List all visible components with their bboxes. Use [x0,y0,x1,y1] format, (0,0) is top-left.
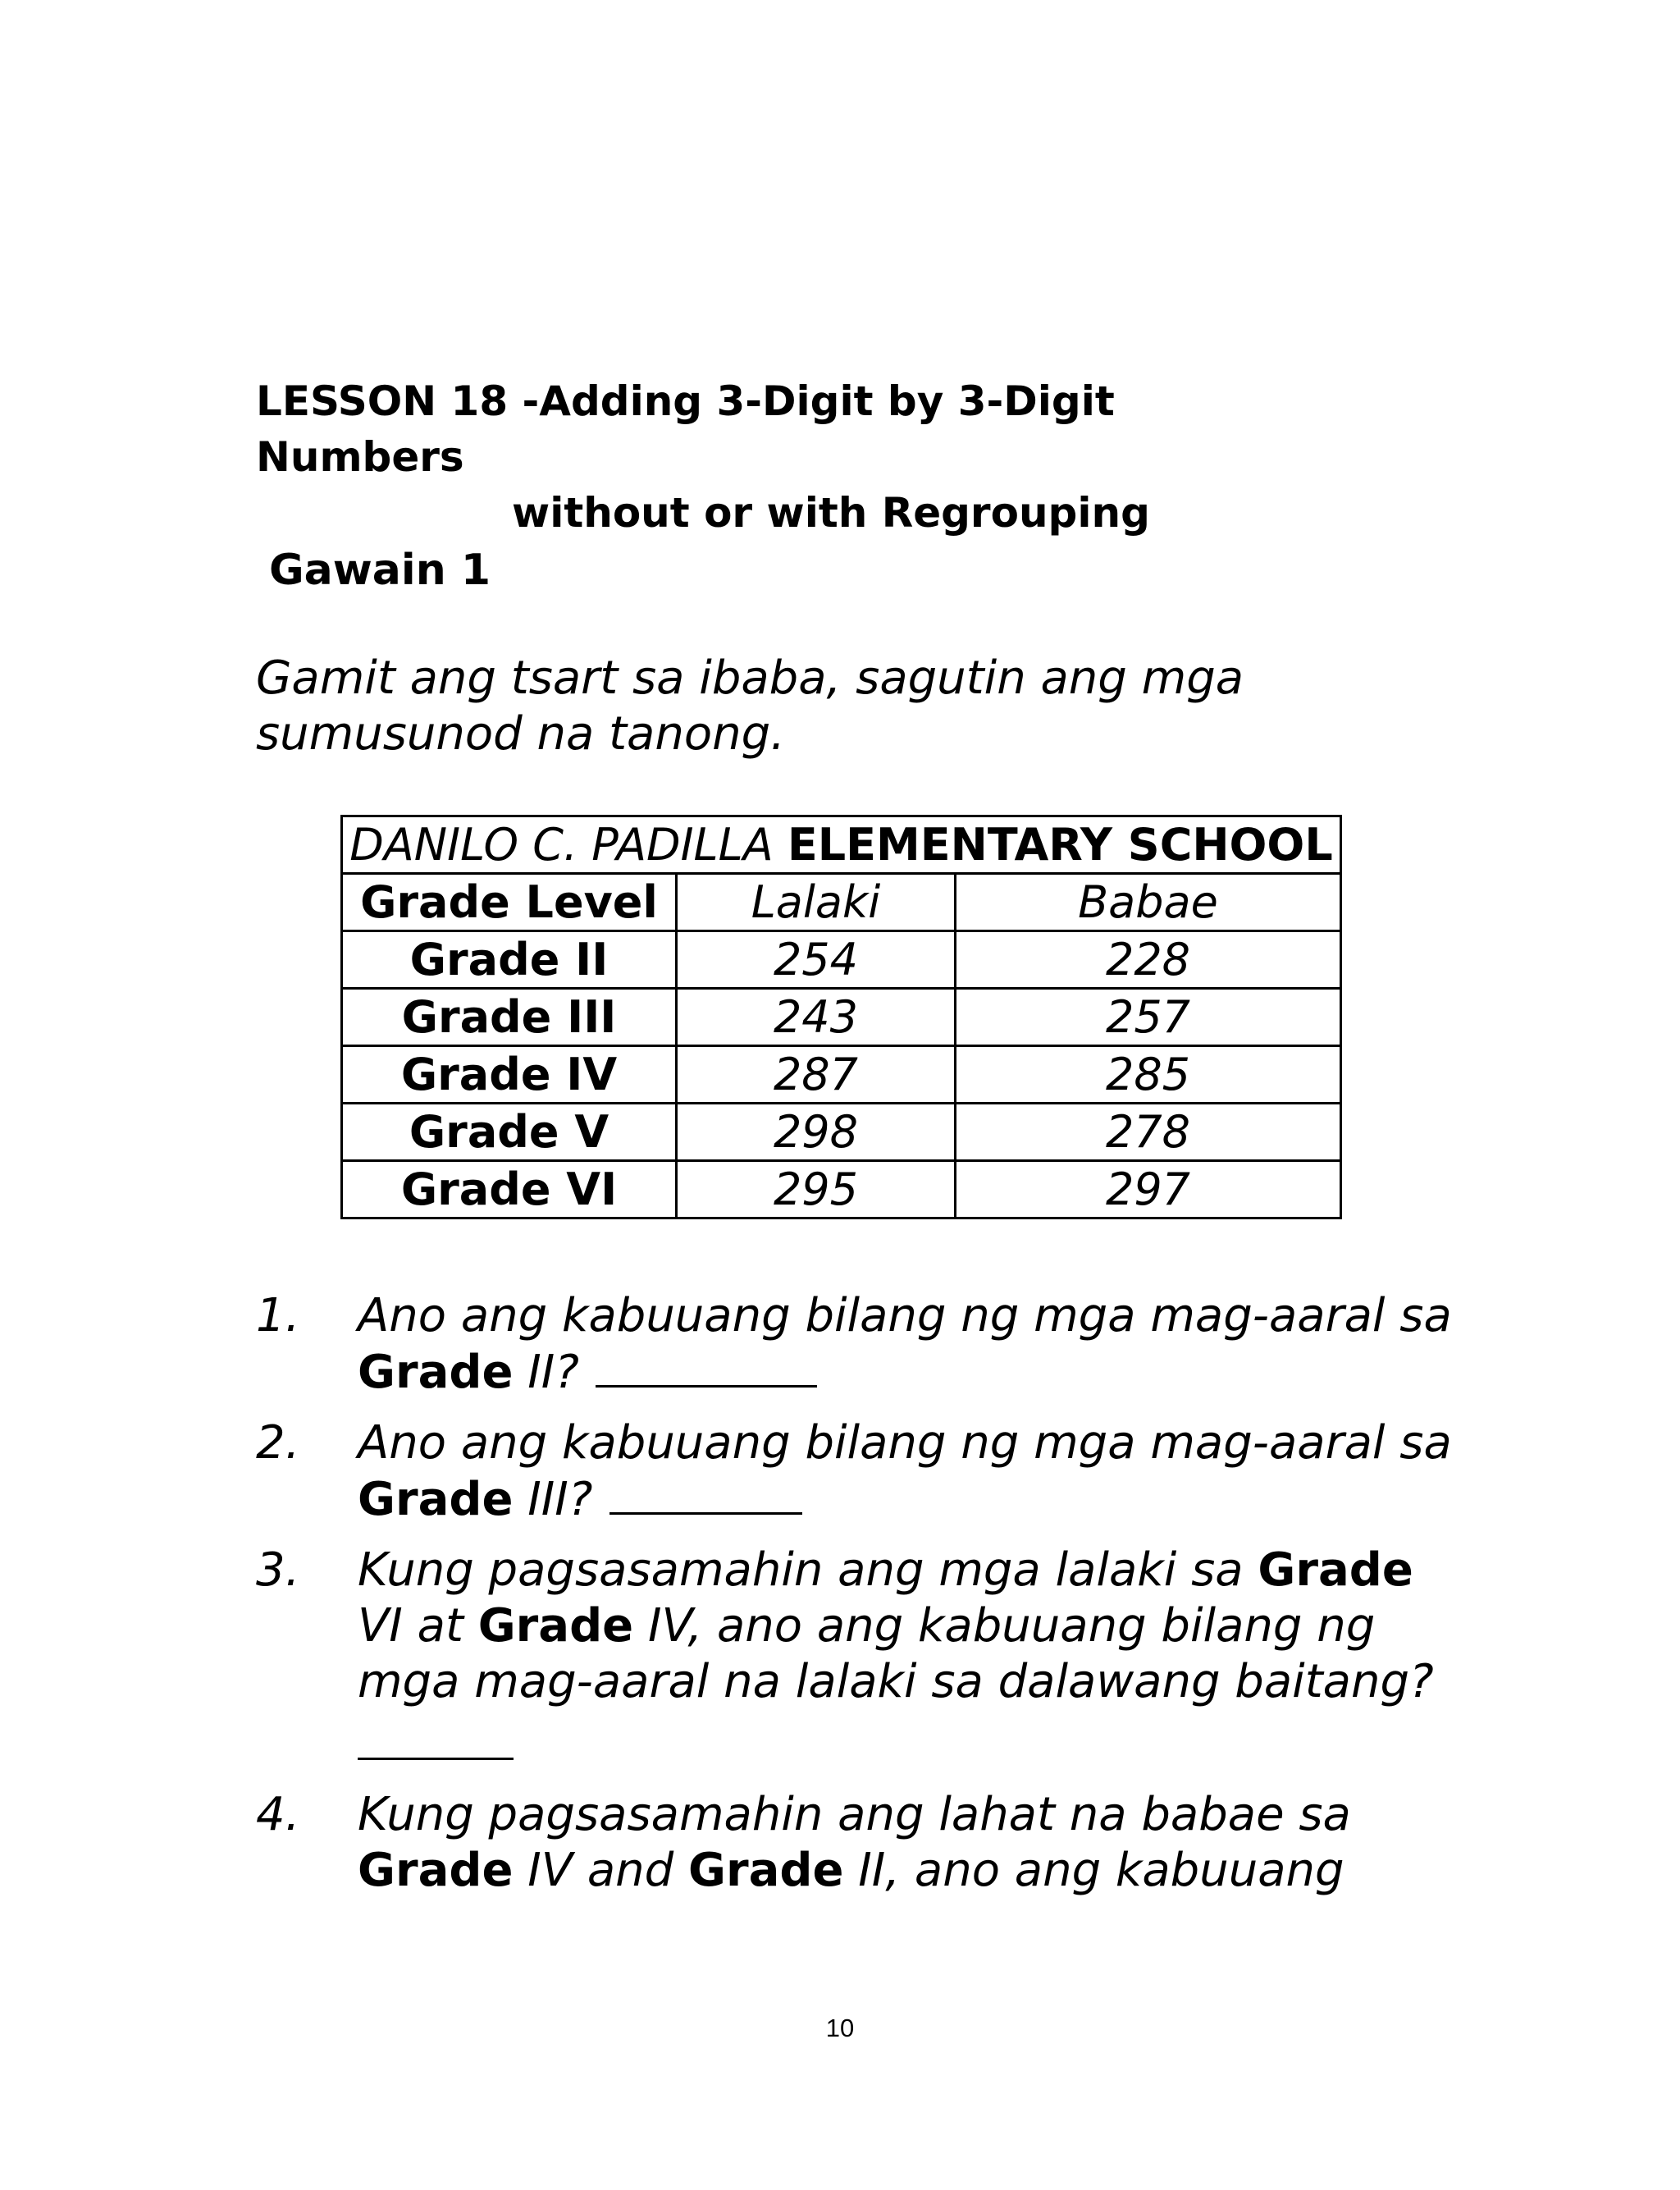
lesson-title [256,373,1322,541]
question-text: III? [513,1473,593,1526]
question-text: Ano ang kabuuang bilang ng mga mag-aaral sa [358,1289,1452,1342]
activity-label: Gawain 1 [269,546,491,595]
lalaki-cell: 287 [677,1046,956,1104]
lalaki-cell: 243 [677,989,956,1046]
question-bold-text: Grade [358,1346,514,1399]
question-text: IV and [513,1844,689,1897]
school-name: DANILO C. PADILLA [349,818,774,871]
lalaki-cell: 298 [677,1104,956,1161]
question-number: 4. [256,1788,300,1841]
babae-cell: 297 [956,1161,1341,1218]
question-item-3 [256,1543,1454,1772]
question-text: II, ano ang kabuuang [843,1844,1344,1897]
question-text: Ano ang kabuuang bilang ng mga mag-aaral sa [358,1416,1452,1470]
question-number: 1. [256,1289,300,1342]
question-text: VI at [358,1599,478,1653]
lesson-title-line2: without or with Regrouping [512,489,1150,537]
activity-instruction: Gamit ang tsart sa ibaba, sagutin ang mga sumusunod na tanong. [256,652,1244,761]
question-bold-text: Grade [477,1599,634,1653]
babae-cell: 285 [956,1046,1341,1104]
question-text: II? [513,1346,579,1399]
question-bold-text: Grade [1258,1543,1413,1597]
lalaki-cell: 254 [677,931,956,989]
grade-cell: Grade V [342,1104,677,1161]
grade-cell: Grade VI [342,1161,677,1218]
school-type: ELEMENTARY SCHOOL [787,818,1333,871]
enrollment-table [340,815,1342,1219]
school-title-cell [342,816,1341,874]
grade-cell: Grade III [342,989,677,1046]
lesson-title-line1: LESSON 18 -Adding 3-Digit by 3-Digit Numbers [256,377,1115,481]
answer-blank[interactable] [596,1344,817,1388]
page-number: 10 [825,2014,855,2042]
header-lalaki: Lalaki [677,874,956,931]
table-header-row [342,874,1341,931]
table-row [342,1161,1341,1218]
answer-blank-line [358,1717,1454,1772]
question-text: Kung pagsasamahin ang lahat na babae sa [358,1788,1351,1841]
question-number: 2. [256,1416,300,1470]
grade-cell: Grade IV [342,1046,677,1104]
question-bold-text: Grade [688,1844,844,1897]
question-item-4 [256,1787,1454,1899]
question-list [256,1288,1454,1913]
table-row [342,1104,1341,1161]
table-row [342,989,1341,1046]
table-title-row [342,816,1341,874]
question-number: 3. [256,1543,300,1597]
table-row [342,931,1341,989]
question-bold-text: Grade [358,1473,514,1526]
answer-blank[interactable] [358,1717,514,1760]
table-row [342,1046,1341,1104]
babae-cell: 278 [956,1104,1341,1161]
question-bold-text: Grade [358,1844,514,1897]
question-text: Kung pagsasamahin ang mga lalaki sa [358,1543,1258,1597]
grade-cell: Grade II [342,931,677,989]
question-item-1 [256,1288,1454,1401]
header-grade-level: Grade Level [342,874,677,931]
answer-blank[interactable] [609,1471,802,1515]
header-babae: Babae [956,874,1341,931]
question-text: IV, ano ang kabuuang bilang ng mga mag-aaral na lalaki sa dalawang baitang? [358,1599,1434,1708]
babae-cell: 228 [956,931,1341,989]
question-item-2 [256,1415,1454,1528]
lalaki-cell: 295 [677,1161,956,1218]
babae-cell: 257 [956,989,1341,1046]
